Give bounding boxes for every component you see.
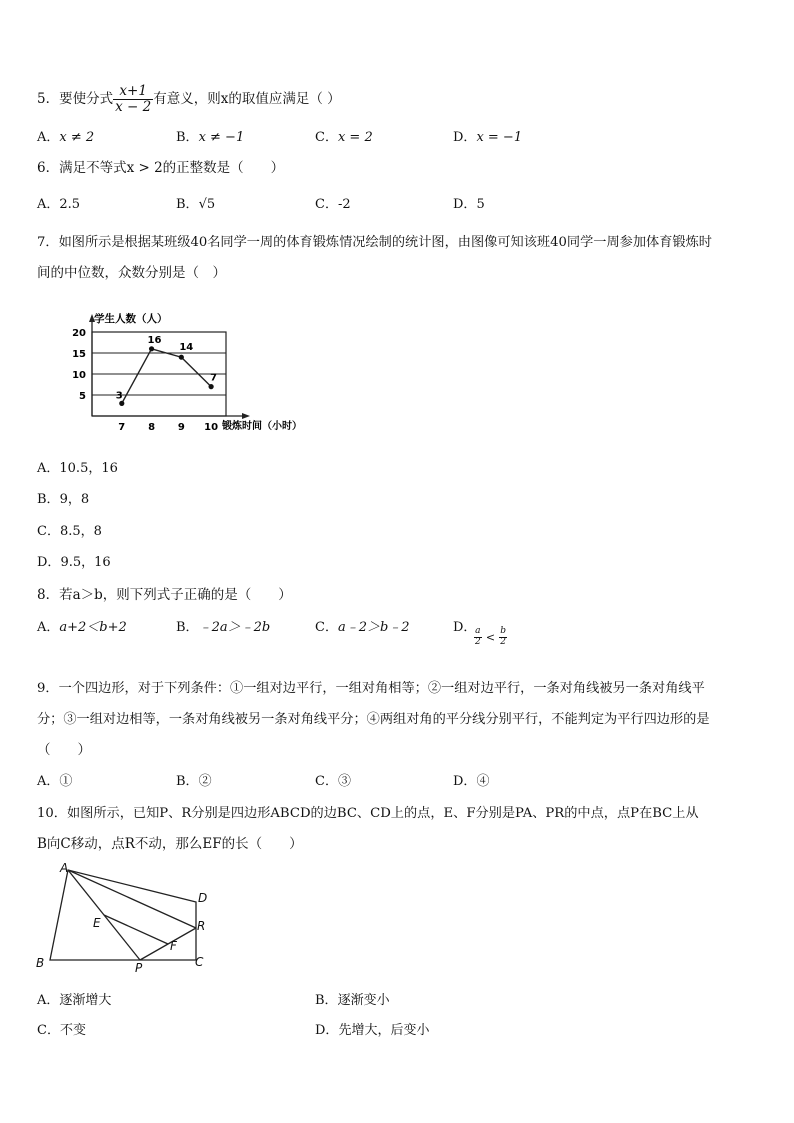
label-a: A [60, 861, 69, 875]
q9-option-d: D．④ [453, 774, 490, 789]
q9-option-c: C．③ [315, 774, 351, 789]
q10-option-b: B．逐渐变小 [315, 993, 390, 1008]
q7-option-a: A．10.5，16 [37, 461, 118, 476]
q10-stem-line1: 10．如图所示，已知P、R分别是四边形ABCD的边BC、CD上的点，E、F分别是PA、PR的中点，点P在BC上从 [37, 806, 699, 821]
x-axis-arrow [242, 413, 250, 419]
q6-option-a: A．2.5 [37, 197, 81, 212]
y-tick-15: 15 [72, 349, 86, 360]
q9-stem-line2: 分；③一组对边相等，一条对角线被另一条对角线平分；④两组对角的平分线分别平行，不能判定为平行四边形的是 [37, 712, 710, 727]
q10-stem-line2: B向C移动，点R不动，那么EF的长（ ） [37, 836, 303, 852]
label-f: F [170, 939, 177, 953]
x-axis-label: 锻炼时间（小时） [222, 421, 302, 432]
q7-stem-line1: 7．如图所示是根据某班级40名同学一周的体育锻炼情况绘制的统计图，由图像可知该班40同学一周参加体育锻炼时 [37, 235, 712, 250]
q10-option-c: C．不变 [37, 1023, 86, 1038]
q7-option-d: D．9.5，16 [37, 555, 111, 570]
q8-stem: 8．若a＞b，则下列式子正确的是（ ） [37, 587, 292, 603]
label-b: B [36, 956, 45, 970]
data-label-9: 14 [179, 342, 194, 354]
data-label-8: 16 [147, 334, 162, 346]
q8-option-d: D． [453, 620, 477, 635]
segment-ar [68, 870, 196, 928]
q8-option-d-expression: $\frac{a}{2}$ < $\frac{b}{2}$ [475, 626, 506, 647]
y-axis-label: 学生人数（人） [94, 313, 168, 325]
data-point-8 [149, 346, 154, 351]
q10-option-a: A．逐渐增大 [37, 993, 112, 1008]
x-tick-10: 10 [204, 422, 219, 433]
label-r: R [197, 919, 206, 933]
q5-fraction: $\frac{x+1}{x - 2}$ [115, 83, 152, 115]
q5-option-d: D．x = −1 [453, 130, 523, 145]
q5-option-b: B．x ≠ −1 [176, 130, 245, 145]
segment-ef [104, 915, 168, 944]
data-point-10 [209, 384, 214, 389]
q7-line-chart [66, 308, 336, 438]
y-tick-5: 5 [79, 391, 86, 402]
q7-option-b: B．9，8 [37, 492, 90, 507]
x-tick-7: 7 [118, 422, 126, 433]
data-label-10: 7 [210, 372, 218, 384]
q9-option-b: B．② [176, 774, 212, 789]
q10-option-d: D．先增大，后变小 [315, 1023, 430, 1038]
q9-stem-line1: 9．一个四边形，对于下列条件：①一组对边平行，一组对角相等；②一组对边平行，一条对角线被另一条对角线平 [37, 681, 705, 696]
label-c: C [195, 955, 204, 969]
q6-option-b: B．√5 [176, 197, 216, 212]
q5-option-a: A．x ≠ 2 [37, 130, 95, 145]
q5-stem: 5．要使分式 $\frac{x+1}{x - 2}$ 有意义，则x的取值应满足（ ） [37, 83, 341, 115]
q9-option-a: A．① [37, 774, 73, 789]
label-d: D [198, 891, 208, 905]
q9-stem-line3: （ ） [37, 742, 91, 758]
x-tick-9: 9 [177, 422, 185, 433]
q7-option-c: C．8.5，8 [37, 524, 102, 539]
q10-quadrilateral-figure [30, 860, 220, 975]
data-point-9 [179, 355, 184, 360]
q8-option-b: B．﹣2a＞﹣2b [176, 620, 271, 635]
label-p: P [135, 961, 143, 975]
q6-option-d: D．5 [453, 197, 485, 212]
q6-stem: 6．满足不等式x > 2的正整数是（ ） [37, 160, 285, 176]
data-point-7 [119, 401, 124, 406]
q8-option-c: C．a﹣2＞b﹣2 [315, 620, 410, 635]
q5-option-c: C．x = 2 [315, 130, 373, 145]
y-tick-20: 20 [72, 328, 86, 339]
q8-option-a: A．a+2＜b+2 [37, 620, 127, 635]
label-e: E [93, 916, 101, 930]
y-tick-10: 10 [72, 370, 86, 381]
q6-option-c: C．-2 [315, 197, 351, 212]
x-tick-8: 8 [148, 422, 156, 433]
data-label-7: 3 [115, 390, 123, 402]
q7-stem-line2: 间的中位数，众数分别是（ ） [37, 265, 226, 281]
